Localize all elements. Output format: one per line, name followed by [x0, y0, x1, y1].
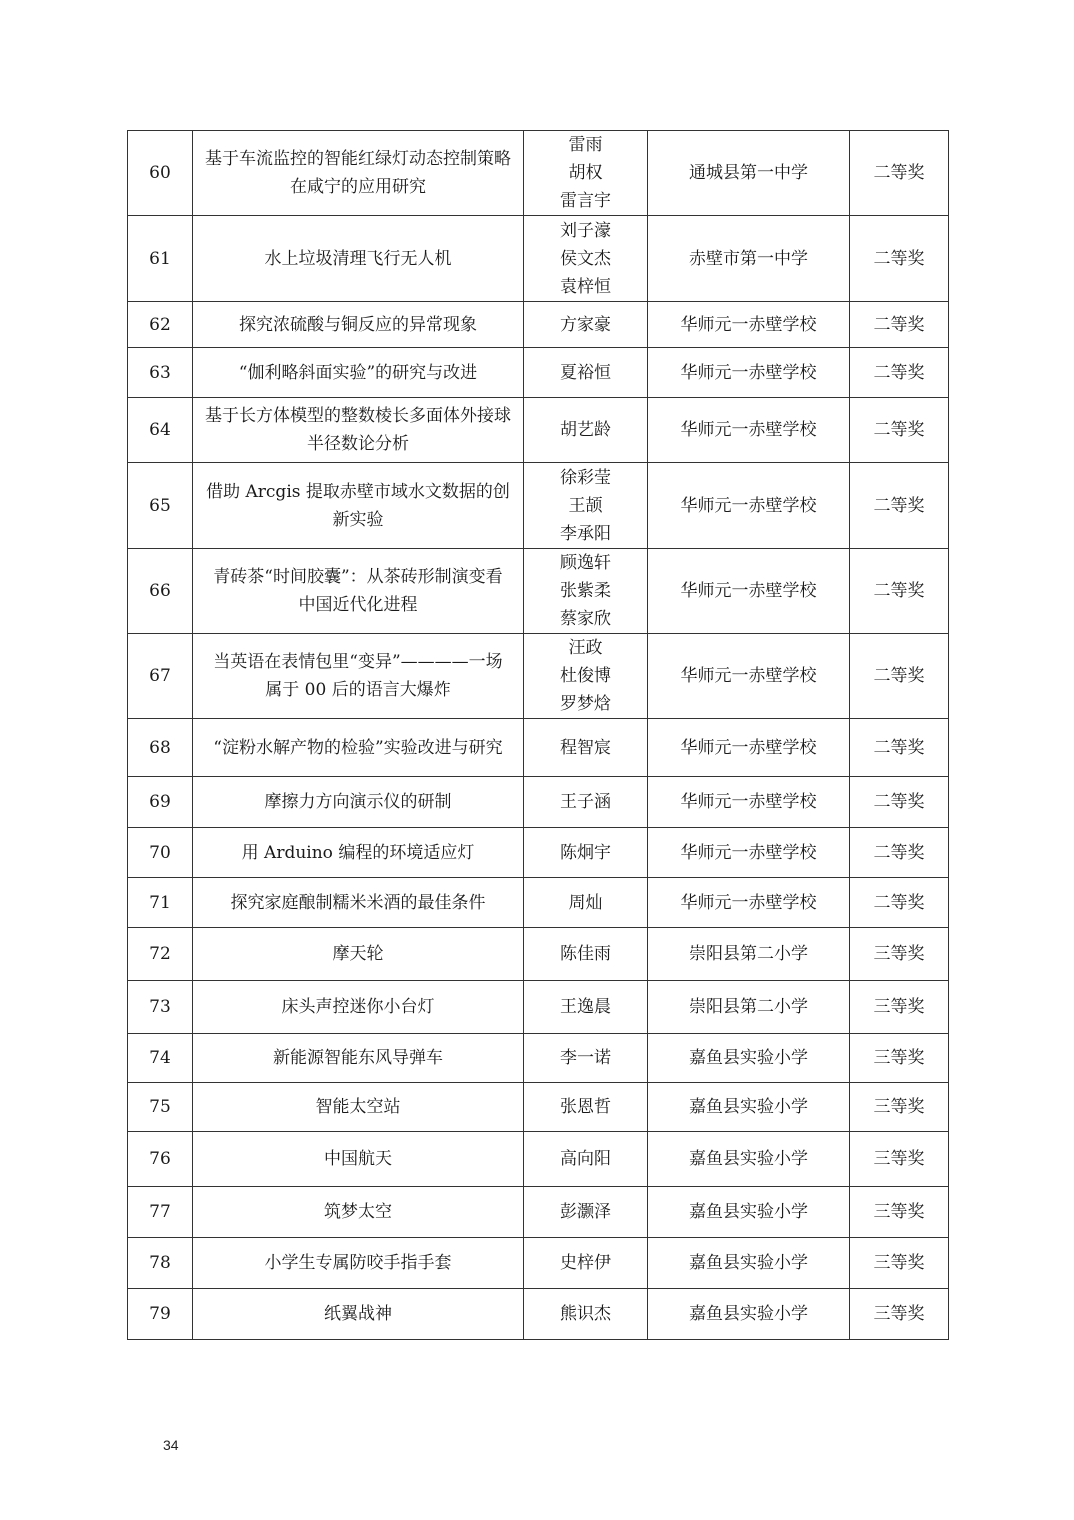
participants-cell [524, 1238, 648, 1289]
award-cell: 三等奖 [850, 1083, 949, 1132]
school-cell: 嘉鱼县实验小学 [648, 1034, 850, 1083]
participants-cell [524, 828, 648, 878]
participants-cell [524, 302, 648, 348]
participants-cell [524, 928, 648, 981]
school-cell: 嘉鱼县实验小学 [648, 1187, 850, 1238]
participant-name: 蔡家欣 [560, 609, 611, 629]
award-cell: 二等奖 [850, 463, 949, 549]
participants-cell [524, 463, 648, 549]
award-cell: 三等奖 [850, 1034, 949, 1083]
participants-cell [524, 348, 648, 398]
award-cell: 三等奖 [850, 928, 949, 981]
participants-cell [524, 1289, 648, 1340]
participants-cell [524, 1034, 648, 1083]
school-cell: 华师元一赤壁学校 [648, 828, 850, 878]
participants-cell [524, 549, 648, 634]
participants-cell [524, 1083, 648, 1132]
project-title-cell: 纸翼战神 [193, 1289, 524, 1340]
award-cell: 二等奖 [850, 131, 949, 216]
row-number-cell: 67 [128, 634, 193, 719]
participants-cell [524, 878, 648, 928]
project-title-cell: 水上垃圾清理飞行无人机 [193, 216, 524, 302]
award-cell: 三等奖 [850, 1238, 949, 1289]
row-number-cell: 71 [128, 878, 193, 928]
row-number-cell: 70 [128, 828, 193, 878]
project-title-cell: 基于车流监控的智能红绿灯动态控制策略在咸宁的应用研究 [193, 131, 524, 216]
school-cell: 华师元一赤壁学校 [648, 549, 850, 634]
project-title-cell: 借助 Arcgis 提取赤壁市域水文数据的创新实验 [193, 463, 524, 549]
table-row [128, 302, 949, 348]
participant-name: 杜俊博 [560, 666, 611, 686]
participant-name: 罗梦焓 [560, 694, 611, 714]
project-title-cell: “伽利略斜面实验”的研究与改进 [193, 348, 524, 398]
project-title-cell: 用 Arduino 编程的环境适应灯 [193, 828, 524, 878]
project-title-cell: 筑梦太空 [193, 1187, 524, 1238]
table-row [128, 1187, 949, 1238]
table-row [128, 348, 949, 398]
award-cell: 二等奖 [850, 828, 949, 878]
participant-name: 张紫柔 [560, 581, 611, 601]
school-cell: 华师元一赤壁学校 [648, 777, 850, 828]
school-cell: 华师元一赤壁学校 [648, 878, 850, 928]
participants-cell [524, 1132, 648, 1187]
award-cell: 二等奖 [850, 216, 949, 302]
row-number-cell: 76 [128, 1132, 193, 1187]
table-row [128, 878, 949, 928]
table-row [128, 981, 949, 1034]
participant-name: 程智宸 [560, 737, 611, 758]
row-number-cell: 77 [128, 1187, 193, 1238]
project-title-cell: 探究浓硫酸与铜反应的异常现象 [193, 302, 524, 348]
row-number-cell: 74 [128, 1034, 193, 1083]
project-title-cell: 探究家庭酿制糯米米酒的最佳条件 [193, 878, 524, 928]
participants-cell [524, 981, 648, 1034]
participant-name: 顾逸轩 [560, 553, 611, 573]
row-number-cell: 72 [128, 928, 193, 981]
participant-name: 徐彩莹 [560, 467, 611, 488]
participant-name: 袁梓恒 [560, 276, 611, 297]
project-title-cell: 摩天轮 [193, 928, 524, 981]
project-title-cell: 智能太空站 [193, 1083, 524, 1132]
participants-cell [524, 719, 648, 777]
row-number-cell: 73 [128, 981, 193, 1034]
row-number-cell: 79 [128, 1289, 193, 1340]
school-cell: 华师元一赤壁学校 [648, 719, 850, 777]
participant-name: 王颉 [568, 495, 603, 516]
project-title-cell: 青砖茶“时间胶囊”：从茶砖形制演变看中国近代化进程 [193, 549, 524, 634]
participant-name: 王子涵 [560, 792, 611, 812]
project-title-cell: 基于长方体模型的整数棱长多面体外接球半径数论分析 [193, 398, 524, 463]
award-cell: 二等奖 [850, 549, 949, 634]
school-cell: 通城县第一中学 [648, 131, 850, 216]
participants-cell [524, 1187, 648, 1238]
row-number-cell: 61 [128, 216, 193, 302]
participant-name: 夏裕恒 [560, 362, 611, 383]
school-cell: 崇阳县第二小学 [648, 928, 850, 981]
table-row [128, 131, 949, 216]
school-cell: 嘉鱼县实验小学 [648, 1083, 850, 1132]
table-row [128, 463, 949, 549]
school-cell: 崇阳县第二小学 [648, 981, 850, 1034]
award-cell: 二等奖 [850, 719, 949, 777]
project-title-cell: 新能源智能东风导弹车 [193, 1034, 524, 1083]
award-cell: 三等奖 [850, 981, 949, 1034]
participant-name: 胡艺龄 [560, 420, 611, 440]
project-title-cell: “淀粉水解产物的检验”实验改进与研究 [193, 719, 524, 777]
row-number-cell: 62 [128, 302, 193, 348]
row-number-cell: 68 [128, 719, 193, 777]
participant-name: 李一诺 [560, 1048, 611, 1068]
participant-name: 王逸晨 [560, 997, 611, 1017]
school-cell: 华师元一赤壁学校 [648, 634, 850, 719]
participant-name: 汪政 [568, 638, 603, 658]
award-cell: 二等奖 [850, 777, 949, 828]
page-number: 34 [163, 1437, 179, 1453]
award-cell: 二等奖 [850, 878, 949, 928]
award-cell: 二等奖 [850, 634, 949, 719]
project-title-cell: 床头声控迷你小台灯 [193, 981, 524, 1034]
table-row [128, 928, 949, 981]
participant-name: 刘子濠 [560, 220, 611, 241]
project-title-cell: 当英语在表情包里“变异”————一场属于 00 后的语言大爆炸 [193, 634, 524, 719]
school-cell: 华师元一赤壁学校 [648, 302, 850, 348]
award-cell: 三等奖 [850, 1132, 949, 1187]
participant-name: 雷言宇 [560, 191, 611, 211]
school-cell: 嘉鱼县实验小学 [648, 1132, 850, 1187]
table-row [128, 719, 949, 777]
award-cell: 二等奖 [850, 398, 949, 463]
school-cell: 华师元一赤壁学校 [648, 463, 850, 549]
participant-name: 方家豪 [560, 314, 611, 335]
row-number-cell: 64 [128, 398, 193, 463]
participant-name: 李承阳 [560, 523, 611, 544]
school-cell: 华师元一赤壁学校 [648, 398, 850, 463]
award-cell: 三等奖 [850, 1289, 949, 1340]
award-cell: 二等奖 [850, 348, 949, 398]
table-row [128, 1083, 949, 1132]
table-row [128, 549, 949, 634]
table-row [128, 777, 949, 828]
project-title-cell: 中国航天 [193, 1132, 524, 1187]
school-cell: 华师元一赤壁学校 [648, 348, 850, 398]
participants-cell [524, 216, 648, 302]
row-number-cell: 66 [128, 549, 193, 634]
participants-cell [524, 131, 648, 216]
table-row [128, 1238, 949, 1289]
participant-name: 张恩哲 [560, 1097, 611, 1117]
participant-name: 史梓伊 [560, 1253, 611, 1273]
participant-name: 彭灏泽 [560, 1202, 611, 1222]
award-cell: 二等奖 [850, 302, 949, 348]
participant-name: 陈佳雨 [560, 944, 611, 964]
school-cell: 嘉鱼县实验小学 [648, 1238, 850, 1289]
table-row [128, 1034, 949, 1083]
row-number-cell: 63 [128, 348, 193, 398]
school-cell: 赤壁市第一中学 [648, 216, 850, 302]
project-title-cell: 小学生专属防咬手指手套 [193, 1238, 524, 1289]
project-title-cell: 摩擦力方向演示仪的研制 [193, 777, 524, 828]
table-row [128, 398, 949, 463]
participant-name: 陈炯宇 [560, 842, 611, 863]
participants-cell [524, 398, 648, 463]
participants-cell [524, 634, 648, 719]
awards-table-body [128, 131, 949, 1340]
table-row [128, 1289, 949, 1340]
row-number-cell: 78 [128, 1238, 193, 1289]
table-row [128, 828, 949, 878]
participant-name: 高向阳 [560, 1149, 611, 1169]
participants-cell [524, 777, 648, 828]
participant-name: 雷雨 [568, 135, 603, 155]
school-cell: 嘉鱼县实验小学 [648, 1289, 850, 1340]
participant-name: 熊识杰 [560, 1304, 611, 1324]
table-row [128, 634, 949, 719]
award-cell: 三等奖 [850, 1187, 949, 1238]
table-row [128, 1132, 949, 1187]
awards-table [127, 130, 949, 1340]
participant-name: 周灿 [568, 892, 603, 913]
row-number-cell: 69 [128, 777, 193, 828]
row-number-cell: 65 [128, 463, 193, 549]
table-row [128, 216, 949, 302]
participant-name: 胡权 [568, 163, 603, 183]
row-number-cell: 75 [128, 1083, 193, 1132]
participant-name: 侯文杰 [560, 248, 611, 269]
row-number-cell: 60 [128, 131, 193, 216]
